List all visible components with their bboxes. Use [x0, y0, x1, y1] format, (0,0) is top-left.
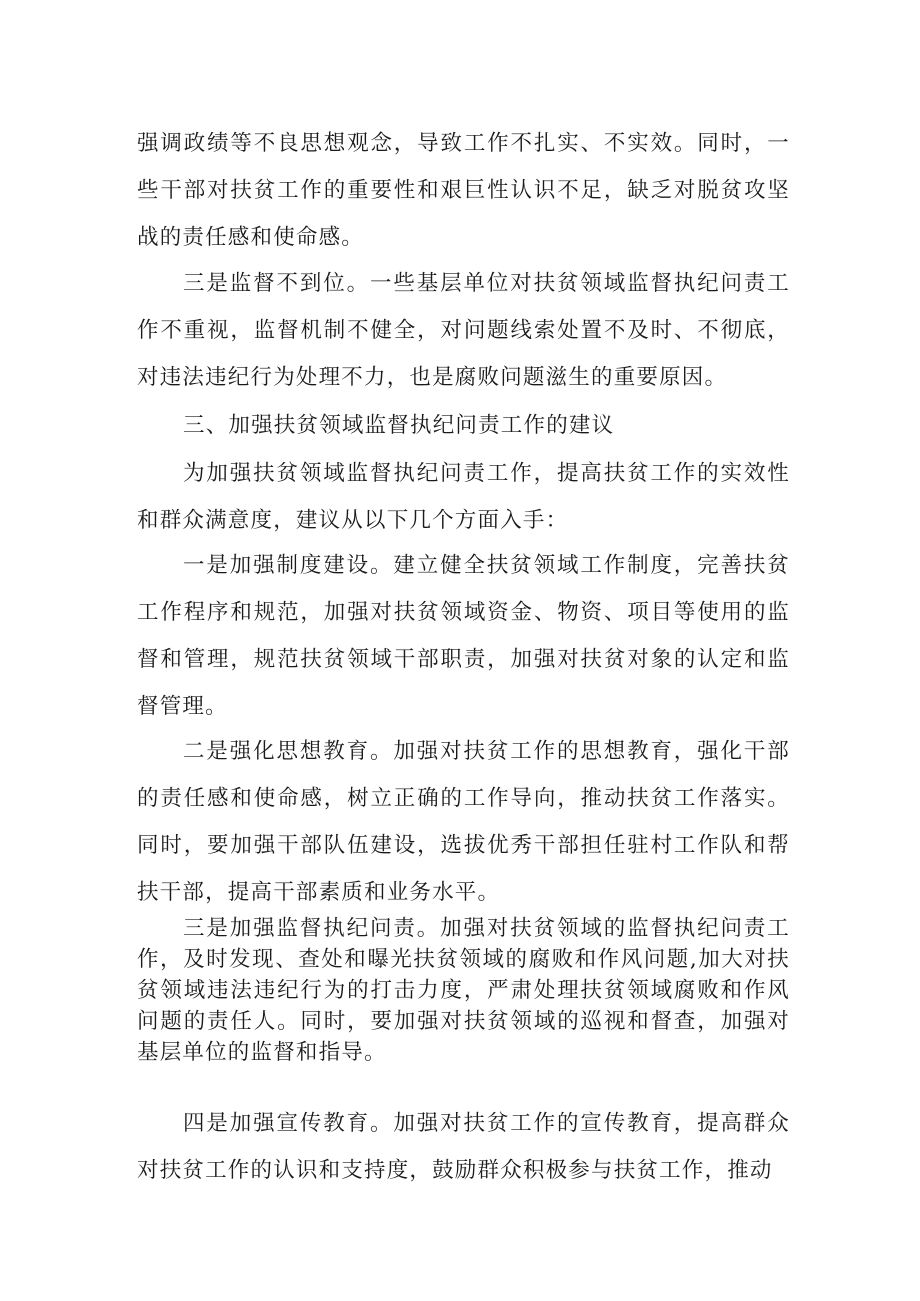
- paragraph-supervision-gap: 三是监督不到位。一些基层单位对扶贫领域监督执纪问责工作不重视，监督机制不健全，对问题线索处置不及时、不彻底，对违法违纪行为处理不力，也是腐败问题滋生的重要原因。: [137, 271, 790, 390]
- paragraph-system-building: 一是加强制度建设。建立健全扶贫领域工作制度，完善扶贫工作程序和规范，加强对扶贫领域资金、物资、项目等使用的监督和管理，规范扶贫领域干部职责，加强对扶贫对象的认定和监督管理。: [137, 553, 790, 719]
- paragraph-publicity-education: 四是加强宣传教育。加强对扶贫工作的宣传教育，提高群众对扶贫工作的认识和支持度，鼓励群众积极参与扶贫工作，推动: [137, 1111, 790, 1183]
- paragraph-ideological-education: 二是强化思想教育。加强对扶贫工作的思想教育，强化干部的责任感和使命感，树立正确的工作导向，推动扶贫工作落实。同时，要加强干部队伍建设，选拔优秀干部担任驻村工作队和帮扶干部，提高干部素质和业务水平。: [137, 739, 790, 905]
- paragraph-continuation: 强调政绩等不良思想观念，导致工作不扎实、不实效。同时，一些干部对扶贫工作的重要性和艰巨性认识不足，缺乏对脱贫攻坚战的责任感和使命感。: [137, 131, 790, 250]
- paragraph-intro: 为加强扶贫领域监督执纪问责工作，提高扶贫工作的实效性和群众满意度，建议从以下几个方面入手：: [137, 461, 790, 533]
- paragraph-supervision-discipline: 三是加强监督执纪问责。加强对扶贫领域的监督执纪问责工作，及时发现、查处和曝光扶贫领域的腐败和作风问题,加大对扶贫领域违法违纪行为的打击力度，严肃处理扶贫领域腐败和作风问题的责任人。同时，要加强对扶贫领域的巡视和督查，加强对基层单位的监督和指导。: [137, 916, 790, 1065]
- section-heading: 三、加强扶贫领域监督执纪问责工作的建议: [183, 413, 615, 438]
